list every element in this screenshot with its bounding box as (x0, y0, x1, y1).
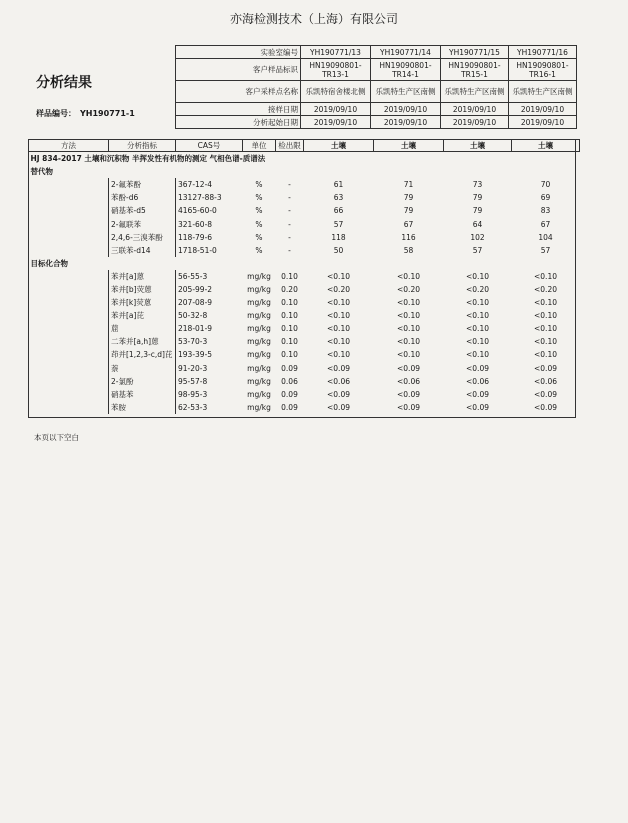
result-value: <0.06 (327, 376, 350, 386)
sample-info-value: 乐凯特生产区南侧 (509, 81, 577, 103)
result-value: 61 (333, 180, 344, 190)
surrogate-row (29, 231, 580, 244)
method-cell (29, 217, 109, 230)
result-value: <0.10 (327, 311, 350, 321)
sample-info-value: 2019/09/10 (441, 103, 509, 116)
result-value: <0.10 (327, 324, 350, 334)
detection-limit: 0.10 (281, 271, 298, 281)
result-value: 79 (403, 206, 414, 216)
detection-limit: - (288, 219, 291, 229)
cas-number: 205-99-2 (178, 284, 213, 294)
result-value: <0.10 (397, 311, 420, 321)
sample-info-label: 客户采样点名称 (176, 81, 301, 103)
sample-info-value: 乐凯特宿舍楼北侧 (301, 81, 371, 103)
sample-info-value: HN19090801-TR16-1 (509, 59, 577, 81)
sample-info-value: HN19090801-TR13-1 (301, 59, 371, 81)
result-value: 83 (540, 206, 551, 216)
result-value: <0.10 (534, 271, 557, 281)
col-matrix-3: 土壤 (444, 140, 512, 152)
target-row (29, 348, 580, 361)
target-group-row (29, 257, 580, 270)
result-value: <0.10 (534, 298, 557, 308)
unit-cell: % (255, 232, 263, 242)
col-cas: CAS号 (176, 140, 243, 152)
sample-info-label: 接样日期 (176, 103, 301, 116)
method-cell (29, 231, 109, 244)
result-value: 79 (403, 193, 414, 203)
sample-info-label: 客户样品标识 (176, 59, 301, 81)
result-value: <0.10 (466, 324, 489, 334)
target-row (29, 401, 580, 414)
company-name: 亦海检测技术（上海）有限公司 (229, 12, 398, 26)
result-value: 79 (472, 193, 483, 203)
result-value: 69 (540, 193, 551, 203)
result-value: <0.20 (534, 284, 557, 294)
sample-info-value: 乐凯特生产区南侧 (371, 81, 441, 103)
method-cell (29, 375, 109, 388)
result-value: <0.09 (466, 389, 489, 399)
result-value: <0.10 (327, 350, 350, 360)
method-cell (29, 296, 109, 309)
surrogate-row (29, 217, 580, 230)
cas-number: 218-01-9 (178, 324, 213, 334)
surrogate-row (29, 204, 580, 217)
sample-number-value: YH190771-1 (80, 109, 135, 118)
result-value: <0.10 (534, 324, 557, 334)
target-row (29, 335, 580, 348)
result-value: <0.06 (534, 376, 557, 386)
sample-info-value: YH190771/16 (509, 46, 577, 59)
parameter-name: 苯并[k]荧蒽 (109, 296, 176, 309)
unit-cell: % (255, 219, 263, 229)
sample-info-value: 乐凯特生产区南侧 (441, 81, 509, 103)
col-parameter: 分析指标 (109, 140, 176, 152)
detection-limit: 0.06 (281, 376, 298, 386)
unit-cell: mg/kg (247, 389, 271, 399)
col-unit: 单位 (243, 140, 276, 152)
target-row (29, 388, 580, 401)
parameter-name: 萘 (109, 362, 176, 375)
result-value: 50 (333, 245, 344, 255)
sample-info-value: 2019/09/10 (441, 116, 509, 129)
page-end-note: 本页以下空白 (34, 433, 79, 442)
method-cell (29, 362, 109, 375)
sample-info-value: HN19090801-TR14-1 (371, 59, 441, 81)
cas-number: 91-20-3 (178, 363, 208, 373)
detection-limit: 0.10 (281, 337, 298, 347)
result-value: 67 (540, 219, 551, 229)
sample-number-label: 样品编号： (36, 109, 76, 118)
parameter-name: 2-氯酚 (109, 375, 176, 388)
unit-cell: mg/kg (247, 350, 271, 360)
parameter-name: 2-氟联苯 (109, 217, 176, 230)
unit-cell: mg/kg (247, 376, 271, 386)
result-value: <0.09 (397, 363, 420, 373)
target-row (29, 322, 580, 335)
result-value: 64 (472, 219, 483, 229)
result-value: 57 (333, 219, 344, 229)
unit-cell: % (255, 180, 263, 190)
detection-limit: 0.10 (281, 311, 298, 321)
detection-limit: 0.09 (281, 389, 298, 399)
results-header-row (29, 140, 580, 152)
result-value: <0.10 (534, 311, 557, 321)
method-cell (29, 204, 109, 217)
result-value: 70 (540, 180, 551, 190)
cas-number: 321-60-8 (178, 219, 213, 229)
method-cell (29, 322, 109, 335)
detection-limit: - (288, 180, 291, 190)
surrogate-group-row (29, 165, 580, 178)
parameter-name: 苯并[a]蒽 (109, 270, 176, 283)
result-value: <0.10 (534, 337, 557, 347)
sample-info-value: 2019/09/10 (301, 103, 371, 116)
result-value: <0.10 (466, 337, 489, 347)
unit-cell: mg/kg (247, 324, 271, 334)
sample-info-value: 2019/09/10 (301, 116, 371, 129)
detection-limit: - (288, 232, 291, 242)
detection-limit: 0.10 (281, 324, 298, 334)
result-value: <0.10 (466, 271, 489, 281)
surrogate-row (29, 191, 580, 204)
sample-info-value: YH190771/14 (371, 46, 441, 59)
parameter-name: 二苯并[a,h]蒽 (109, 335, 176, 348)
result-value: <0.09 (397, 389, 420, 399)
sample-info-value: 2019/09/10 (371, 116, 441, 129)
target-row (29, 283, 580, 296)
cas-number: 53-70-3 (178, 337, 208, 347)
cas-number: 62-53-3 (178, 402, 208, 412)
col-matrix-4: 土壤 (512, 140, 580, 152)
cas-number: 98-95-3 (178, 389, 208, 399)
page-title: 分析结果 (36, 75, 92, 91)
sample-info-row (176, 103, 577, 116)
result-value: 116 (401, 232, 416, 242)
unit-cell: mg/kg (247, 271, 271, 281)
target-row (29, 309, 580, 322)
result-value: <0.09 (534, 389, 557, 399)
detection-limit: - (288, 245, 291, 255)
result-value: 104 (538, 232, 553, 242)
result-value: <0.10 (466, 298, 489, 308)
detection-limit: - (288, 193, 291, 203)
result-value: 118 (331, 232, 346, 242)
unit-cell: mg/kg (247, 311, 271, 321)
parameter-name: 苯酚-d6 (109, 191, 176, 204)
result-value: <0.10 (397, 324, 420, 334)
sample-info-row (176, 59, 577, 81)
parameter-name: 苯并[a]芘 (109, 309, 176, 322)
method-text: HJ 834-2017 土壤和沉积物 半挥发性有机物的测定 气相色谱-质谱法 (30, 153, 266, 163)
method-cell (29, 283, 109, 296)
method-cell (29, 348, 109, 361)
target-row (29, 296, 580, 309)
sample-info-value: YH190771/15 (441, 46, 509, 59)
parameter-name: 2-氟苯酚 (109, 178, 176, 191)
unit-cell: mg/kg (247, 363, 271, 373)
results-body (29, 152, 580, 414)
parameter-name: 硝基苯 (109, 388, 176, 401)
result-value: 66 (333, 206, 344, 216)
unit-cell: mg/kg (247, 284, 271, 294)
surrogate-row (29, 178, 580, 191)
result-value: <0.10 (534, 350, 557, 360)
surrogate-group-label: 替代物 (30, 167, 53, 177)
cas-number: 367-12-4 (178, 180, 213, 190)
cas-number: 193-39-5 (178, 350, 213, 360)
result-value: <0.10 (397, 298, 420, 308)
detection-limit: 0.20 (281, 284, 298, 294)
unit-cell: % (255, 206, 263, 216)
result-value: 58 (403, 245, 414, 255)
sample-info-value: YH190771/13 (301, 46, 371, 59)
target-row (29, 362, 580, 375)
sample-info-row (176, 116, 577, 129)
method-cell (29, 388, 109, 401)
result-value: 63 (333, 193, 344, 203)
sample-info-value: 2019/09/10 (509, 116, 577, 129)
method-cell (29, 191, 109, 204)
detection-limit: 0.10 (281, 350, 298, 360)
result-value: <0.10 (466, 311, 489, 321)
col-matrix-1: 土壤 (304, 140, 374, 152)
parameter-name: 苯并[b]荧蒽 (109, 283, 176, 296)
sample-info-value: HN19090801-TR15-1 (441, 59, 509, 81)
col-limit: 检出限 (276, 140, 304, 152)
result-value: <0.10 (397, 271, 420, 281)
method-cell (29, 244, 109, 257)
unit-cell: % (255, 245, 263, 255)
target-group-label: 目标化合物 (30, 258, 68, 268)
result-value: <0.09 (534, 402, 557, 412)
cas-number: 1718-51-0 (178, 245, 217, 255)
unit-cell: % (255, 193, 263, 203)
cas-number: 56-55-3 (178, 271, 208, 281)
target-row (29, 375, 580, 388)
cas-number: 50-32-8 (178, 311, 208, 321)
target-row (29, 270, 580, 283)
method-cell (29, 401, 109, 414)
result-value: <0.09 (534, 363, 557, 373)
sample-number (36, 108, 139, 119)
result-value: <0.10 (327, 298, 350, 308)
result-value: 57 (472, 245, 483, 255)
sample-info-label: 分析起始日期 (176, 116, 301, 129)
unit-cell: mg/kg (247, 402, 271, 412)
result-value: <0.20 (327, 284, 350, 294)
result-value: <0.09 (327, 402, 350, 412)
parameter-name: 硝基苯-d5 (109, 204, 176, 217)
detection-limit: 0.10 (281, 298, 298, 308)
sample-info-row (176, 46, 577, 59)
parameter-name: 䓛 (109, 322, 176, 335)
sample-info-table (175, 45, 577, 129)
result-value: <0.06 (466, 376, 489, 386)
result-value: <0.09 (327, 389, 350, 399)
result-value: <0.20 (466, 284, 489, 294)
method-cell (29, 309, 109, 322)
sample-info-body (176, 46, 577, 129)
detection-limit: 0.09 (281, 402, 298, 412)
method-cell (29, 270, 109, 283)
detection-limit: 0.09 (281, 363, 298, 373)
method-cell (29, 178, 109, 191)
parameter-name: 三联苯-d14 (109, 244, 176, 257)
sample-info-label: 实验室编号 (176, 46, 301, 59)
result-value: 67 (403, 219, 414, 229)
results-table (28, 139, 580, 414)
result-value: <0.10 (397, 350, 420, 360)
result-value: 71 (403, 180, 414, 190)
result-value: <0.10 (466, 350, 489, 360)
unit-cell: mg/kg (247, 337, 271, 347)
cas-number: 13127-88-3 (178, 193, 222, 203)
result-value: <0.09 (466, 363, 489, 373)
sample-info-value: 2019/09/10 (371, 103, 441, 116)
cas-number: 207-08-9 (178, 298, 213, 308)
result-value: <0.10 (397, 337, 420, 347)
result-value: <0.20 (397, 284, 420, 294)
parameter-name: 2,4,6-三溴苯酚 (109, 231, 176, 244)
result-value: <0.09 (466, 402, 489, 412)
detection-limit: - (288, 206, 291, 216)
result-value: <0.10 (327, 271, 350, 281)
parameter-name: 苯胺 (109, 401, 176, 414)
method-cell (29, 335, 109, 348)
method-row (29, 152, 580, 166)
col-method: 方法 (29, 140, 109, 152)
result-value: 79 (472, 206, 483, 216)
result-value: <0.10 (327, 337, 350, 347)
result-value: <0.06 (397, 376, 420, 386)
result-value: <0.09 (327, 363, 350, 373)
sample-info-row (176, 81, 577, 103)
result-value: <0.09 (397, 402, 420, 412)
cas-number: 4165-60-0 (178, 206, 217, 216)
result-value: 102 (470, 232, 485, 242)
col-matrix-2: 土壤 (374, 140, 444, 152)
unit-cell: mg/kg (247, 298, 271, 308)
cas-number: 118-79-6 (178, 232, 213, 242)
result-value: 73 (472, 180, 483, 190)
surrogate-row (29, 244, 580, 257)
sample-info-value: 2019/09/10 (509, 103, 577, 116)
cas-number: 95-57-8 (178, 376, 208, 386)
result-value: 57 (540, 245, 551, 255)
parameter-name: 茚并[1,2,3-c,d]芘 (109, 348, 176, 361)
